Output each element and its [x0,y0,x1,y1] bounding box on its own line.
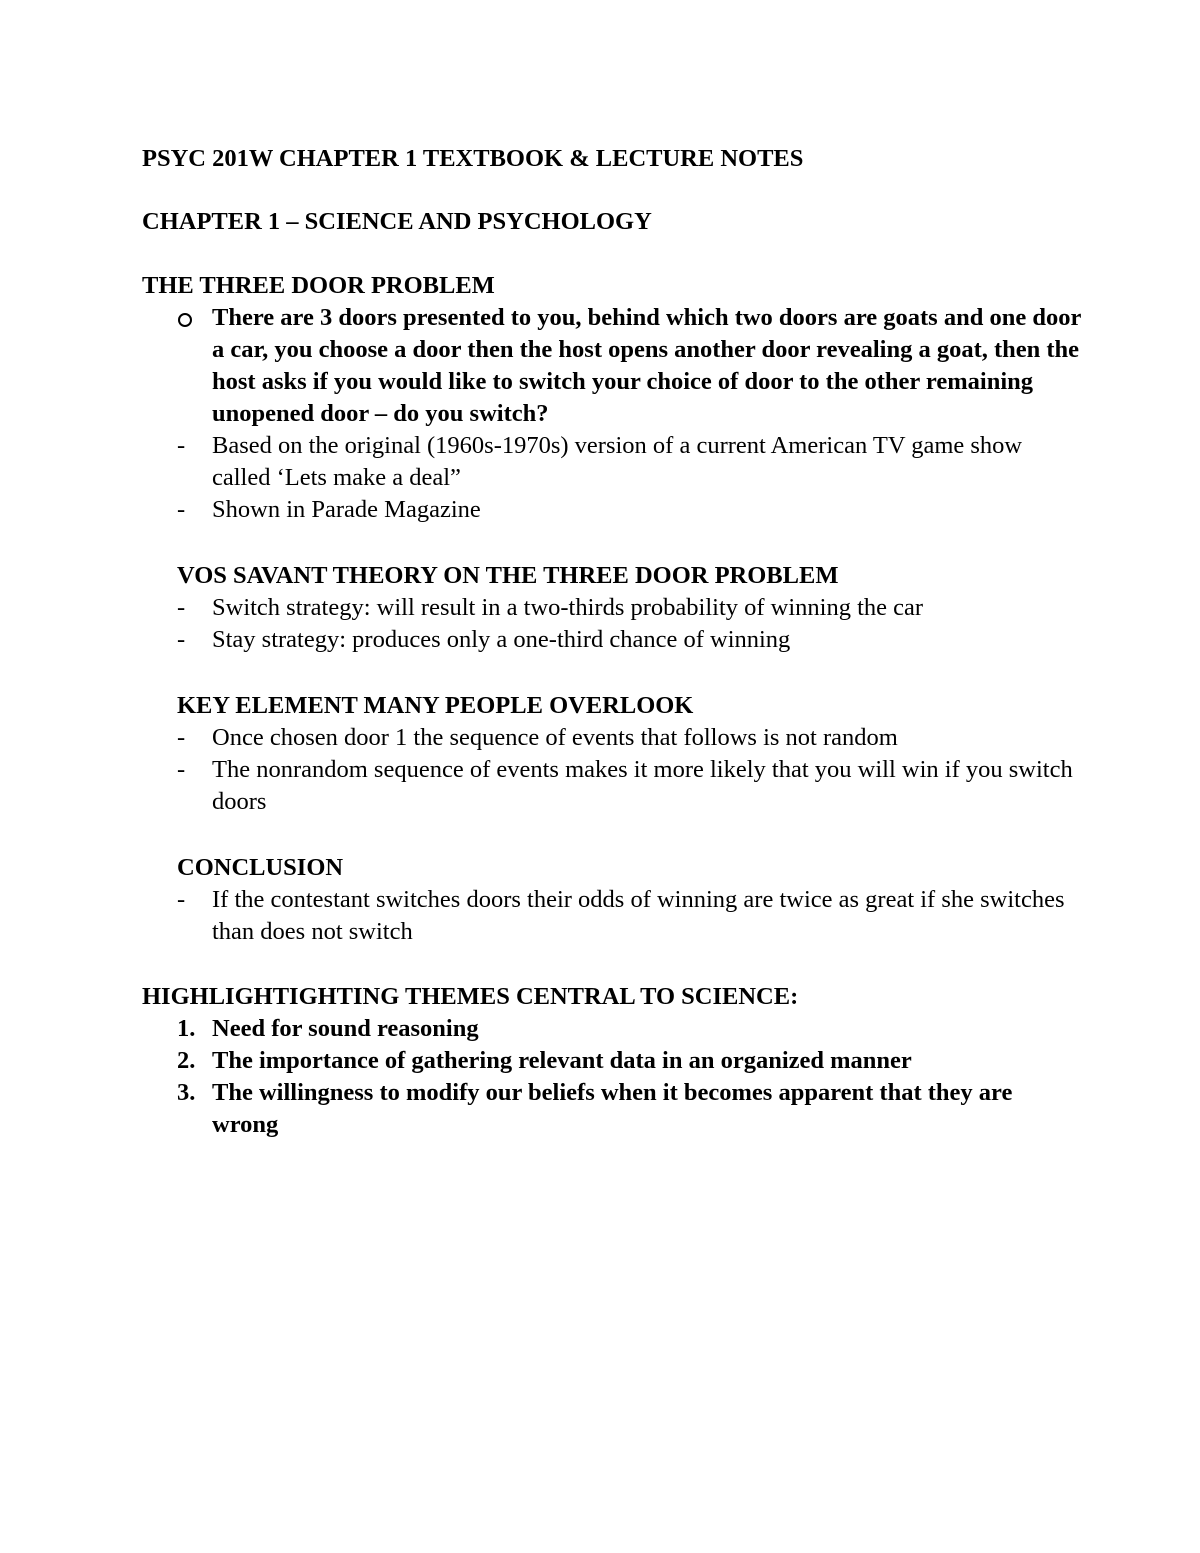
item-number: 2. [177,1047,196,1074]
section-heading-vos-savant: VOS SAVANT THEORY ON THE THREE DOOR PROBLEM [177,562,839,589]
conclusion-section [142,852,1082,948]
list-item-dash [142,722,1082,754]
list-item-text: Switch strategy: will result in a two-thirds probability of winning the car [212,594,924,621]
circle-bullet-icon [178,313,192,327]
list-item-dash [142,592,1082,624]
section-heading-conclusion: CONCLUSION [177,854,344,881]
item-number: 1. [177,1015,196,1042]
section-heading-three-door: THE THREE DOOR PROBLEM [142,272,495,299]
list-item-dash [142,754,1082,818]
list-item-dash [142,494,1082,526]
list-item-circle [142,302,1082,430]
section-heading-themes: HIGHLIGHTIGHTING THEMES CENTRAL TO SCIENCE: [142,983,799,1010]
dash-bullet: - [177,626,186,653]
document-title-block [142,143,1082,175]
list-item-dash [142,430,1082,494]
three-door-section [142,270,1082,526]
document-title: PSYC 201W CHAPTER 1 TEXTBOOK & LECTURE NOTES [142,145,804,172]
list-item-text: Based on the original (1960s-1970s) version of a current American TV game show called ‘Lets make a deal” [212,432,1023,491]
list-item-text: The nonrandom sequence of events makes it more likely that you will win if you switch doors [212,756,1073,815]
dash-bullet: - [177,432,186,459]
list-item-dash [142,884,1082,948]
themes-section [142,981,1082,1141]
list-item-text: There are 3 doors presented to you, behind which two doors are goats and one door a car, you choose a door then the host opens another door revealing a goat, then the host asks if you would like to switch your choice of door to the other remaining unopened door – do you switch? [212,304,1081,427]
vos-savant-section [142,560,1082,656]
numbered-item [142,1045,1082,1077]
key-element-section [142,690,1082,818]
list-item-text: Shown in Parade Magazine [212,496,481,523]
item-number: 3. [177,1079,196,1106]
chapter-heading-block [142,206,1082,238]
numbered-item [142,1013,1082,1045]
dash-bullet: - [177,594,186,621]
chapter-heading: CHAPTER 1 – SCIENCE AND PSYCHOLOGY [142,208,652,235]
list-item-text: Stay strategy: produces only a one-third chance of winning [212,626,791,653]
list-item-dash [142,624,1082,656]
list-item-text: Need for sound reasoning [212,1015,479,1042]
list-item-text: The willingness to modify our beliefs when it becomes apparent that they are wrong [212,1079,1013,1138]
dash-bullet: - [177,496,186,523]
section-heading-key-element: KEY ELEMENT MANY PEOPLE OVERLOOK [177,692,694,719]
list-item-text: If the contestant switches doors their odds of winning are twice as great if she switches than does not switch [212,886,1065,945]
numbered-item [142,1077,1082,1141]
dash-bullet: - [177,724,186,751]
list-item-text: The importance of gathering relevant data in an organized manner [212,1047,912,1074]
dash-bullet: - [177,886,186,913]
dash-bullet: - [177,756,186,783]
list-item-text: Once chosen door 1 the sequence of events that follows is not random [212,724,898,751]
